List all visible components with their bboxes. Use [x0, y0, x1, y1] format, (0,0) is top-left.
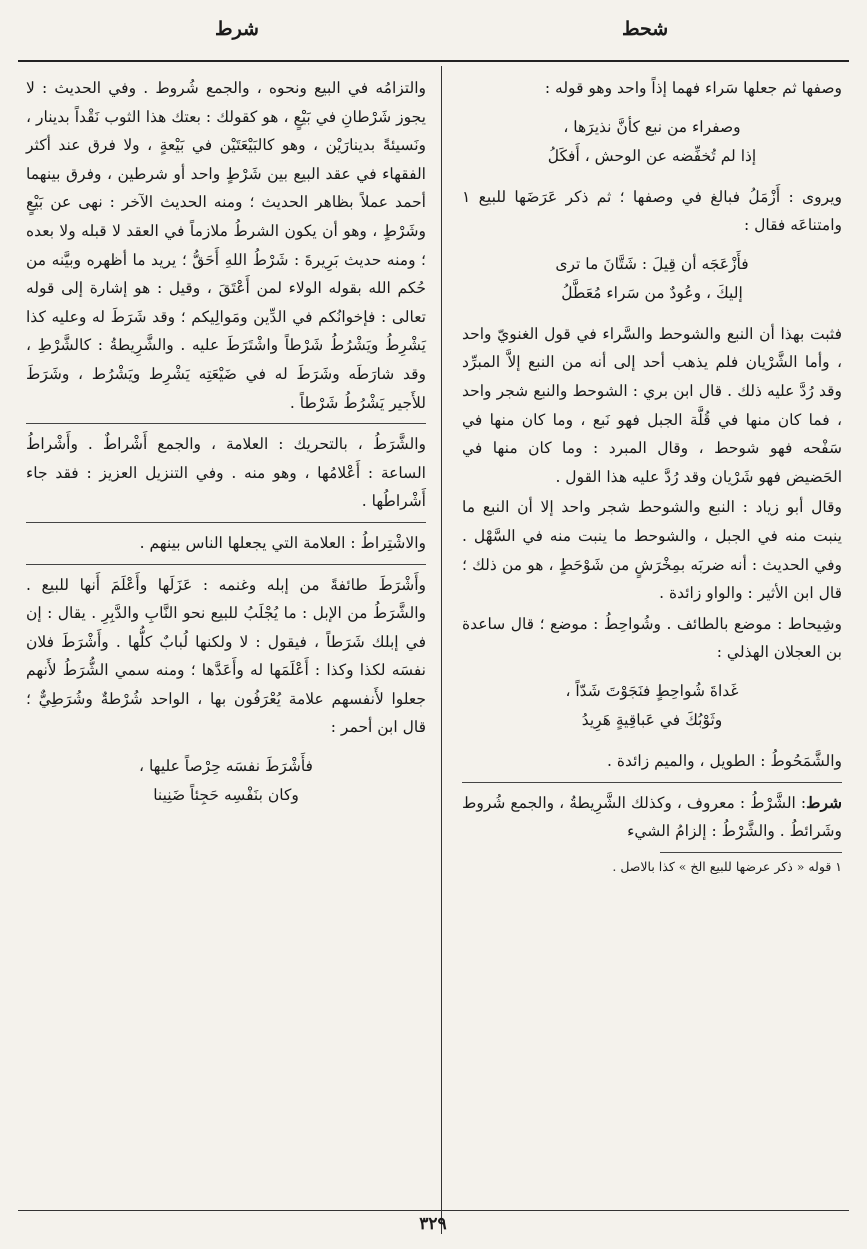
- entry-paragraph: [462, 789, 842, 846]
- entry-headword: شرط: [806, 792, 842, 812]
- paragraph: وأَشْرَطَ طائفةً من إبله وغنمه : عَزَلَها وأَعْلَمَ أَنها للبيع . والشَّرَطُ من الإبل : ما يُجْلَبُ للبيع نحو النَّابِ والدَّبِرِ . يقال : إن في إبلك شَرَطاً ، فيقول : لا ولكنها لُبابٌ كلُّها . وأَشْرَطَ فلان نفسَه لكذا وكذا : أَعْلَمَها له وأَعَدَّها ؛ ومنه سمي الشُّرَطُ لأَنهم جعلوا لأَنفسهم علامة يُعْرَفُون بها ، الواحد شُرْطةٌ وشُرَطِيٌّ ؛ قال ابن أحمر :: [26, 575, 426, 737]
- verse-line: وثَوْبُكَ في عَباقِيةٍ هَرِيدُ: [581, 710, 723, 729]
- verse-line: فأَشْرَطَ نفسَه حِرْصاً عليها ،: [139, 757, 313, 776]
- verse: [26, 752, 426, 810]
- page-number: ٣٢٩: [419, 1214, 447, 1234]
- paragraph: وصفها ثم جعلها سَراء فهما إذاً واحد وهو قوله :: [544, 79, 842, 97]
- paragraph: والاشْتِراطُ : العلامة التي يجعلها الناس بينهم .: [139, 533, 426, 552]
- verse: [462, 677, 842, 735]
- paragraph-separator: [26, 423, 426, 424]
- paragraph: وقال أبو زياد : النبع والشوحط شجر واحد إلا أن النبع ما ينبت منه في الجبل ، والشوحط ما ينبت منه في السَّهْل . وفي الحديث : أنه ضربَه بمِخْرَشٍ من شَوْحَطٍ ، هو من ذلك ؛ قال ابن الأثير : والواو زائدة .: [462, 498, 842, 603]
- verse-line: وكان بنَفْسِه حَجِئاً ضَنِينا: [153, 786, 299, 805]
- verse-line: وصفراء من نبع كأنَّ نذيرَها ،: [563, 117, 741, 136]
- verse-line: إليكَ ، وعُودٌ من سَراء مُعَطَّلُ: [561, 283, 743, 302]
- column-divider: [441, 66, 442, 1234]
- header-rule: [18, 60, 849, 62]
- entry-text: : الشَّرْطُ : معروف ، وكذلك الشَّرِيطةُ ، والجمع شُروط وشَرائطُ . والشَّرْطُ : إلزامُ الشيء: [462, 793, 842, 841]
- paragraph-separator: [26, 564, 426, 565]
- verse: [462, 113, 842, 171]
- verse-line: غَداةَ شُواحِطٍ فنَجَوْتَ شَدّاً ،: [565, 681, 739, 700]
- header-right-entry: شحط: [622, 18, 669, 40]
- paragraph: والتزامُه في البيع ونحوه ، والجمع شُروط . وفي الحديث : لا يجوز شَرْطانِ في بَيْعٍ ، هو كقولك : بعتك هذا الثوب نَقْداً بدينار ، ونَسيئةً بدينارَيْن ، وهو كالبَيْعَتَيْن في بَيْعةٍ ، ولا فرق عند أكثر الفقهاء في عقد البيع بين شَرْطٍ واحد أو شرطين ، وفرق بينهما أحمد عملاً بظاهر الحديث ؛ ومنه الحديث الآخر : نهى عن بَيْعٍ وشَرْطٍ ، وهو أن يكون الشرطُ ملازماً في العقد لا قبله ولا بعده ؛ ومنه حديث بَرِيرةَ : شَرْطُ اللهِ أَحَقُّ ؛ يريد ما أظهره وبيَّنه من حُكم الله بقوله الولاء لمن أَعْتَقَ ، وقيل : هو إشارة إلى قوله تعالى : فإخوانُكم في الدِّين ومَوالِيكم ؛ وقد شَرَطَ له وعليه كذا يَشْرِطُ ويَشْرُطُ شَرْطاً واشْتَرَطَ عليه . والشَّرِيطةُ : كالشَّرْطِ ، وقد شارَطَه وشَرَطَ له في ضَيْعَتِه يَشْرِط ويَشْرُط ، وشَرَطَ للأَجير يَشْرُطُ شَرْطاً .: [26, 79, 426, 412]
- right-column: [462, 74, 842, 877]
- left-column: [26, 74, 426, 822]
- paragraph: والشَّمَحُوطُ : الطويل ، والميم زائدة .: [607, 751, 842, 770]
- verse: [462, 250, 842, 308]
- paragraph: والشَّرَطُ ، بالتحريك : العلامة ، والجمع أَشْراطٌ . وأَشْراطُ الساعة : أَعْلامُها ، وهو منه . وفي التنزيل العزيز : فقد جاء أَشْراطُها .: [26, 435, 426, 511]
- footnote-rule: [660, 852, 842, 853]
- paragraph: وشِيحاط : موضع بالطائف . وشُواحِطُ : موضع ؛ قال ساعدة بن العجلان الهذلي :: [462, 614, 842, 662]
- footnote: ١ قوله « ذكر عرضها للبيع الخ » كذا بالاصل .: [612, 858, 842, 874]
- entry-separator: [462, 782, 842, 783]
- paragraph-separator: [26, 522, 426, 523]
- paragraph: فثبت بهذا أن النبع والشوحط والسَّراء في قول الغنويّ واحد ، وأما الشَّرْيان فلم يذهب أحد إلى أنه من النبع إلاَّ المبرِّد وقد رُدَّ عليه ذلك . قال ابن بري : الشوحط والنبع شجر واحد ، فما كان منها في قُلَّة الجبل فهو نَبع ، وما كان منها في سَفْحه فهو شوحط ، وقال المبرد : وما كان منها في الحَضيض فهو شَرْيان وقد رُدَّ عليه هذا القول .: [462, 324, 842, 486]
- verse-line: إذا لم تُخفِّضه عن الوحش ، أَفكَلُ: [547, 146, 757, 165]
- verse-line: فأَزْعَجَه أن قِيلَ : شَتَّانَ ما ترى: [555, 254, 749, 273]
- header-left-entry: شرط: [215, 18, 259, 40]
- footer-rule: [18, 1210, 849, 1211]
- paragraph: ويروى : أَزْمَلُ فبالغ في وصفها ؛ ثم ذكر عَرَضَها للبيع ١ وامتناعَه فقال :: [462, 187, 842, 235]
